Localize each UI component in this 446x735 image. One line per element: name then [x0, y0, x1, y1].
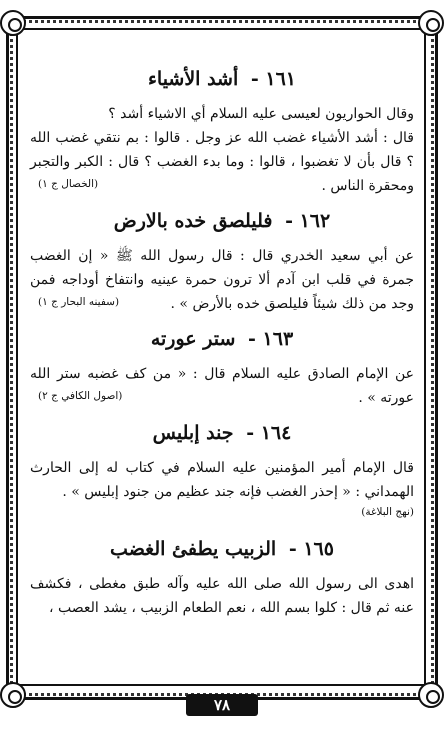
section-body: عن أبي سعيد الخدري قال : قال رسول الله ﷺ « إن الغضب جمرة في قلب ابن آدم ألا ترون حمرة عينيه وانتفاخ أوداجه فمن وجد من ذلك شيئاً فليلصق خده بالأرض » . — [30, 248, 414, 312]
section-162 — [30, 208, 414, 312]
section-number: ١٦٥ - — [288, 538, 334, 560]
section-163 — [30, 326, 414, 406]
corner-ornament-icon — [0, 10, 26, 36]
section-title: ستر عورته — [150, 328, 236, 350]
corner-ornament-icon — [0, 682, 26, 708]
page-content — [30, 66, 414, 620]
section-heading — [30, 326, 414, 352]
section-number: ١٦٣ - — [248, 328, 294, 350]
section-title: فليلصق خده بالارض — [113, 210, 273, 232]
section-body: عن الإمام الصادق عليه السلام قال : « من كف غضبه ستر الله عورته » . — [30, 366, 414, 406]
section-heading — [30, 208, 414, 234]
source-reference: (الخصال ج ١) — [38, 178, 99, 190]
section-intro: وقال الحواريون لعيسى عليه السلام أي الاشياء أشد ؟ — [108, 106, 414, 122]
section-number: ١٦٤ - — [246, 422, 292, 444]
section-164 — [30, 420, 414, 518]
section-title: الزبيب يطفئ الغضب — [110, 538, 277, 560]
section-heading — [30, 536, 414, 562]
source-reference: (نهج البلاغة) — [361, 506, 414, 518]
page-number: ٧٨ — [186, 694, 258, 716]
section-heading — [30, 420, 414, 446]
source-reference: (اصول الكافي ج ٢) — [38, 390, 123, 402]
section-body: قال : أشد الأشياء غضب الله عز وجل . قالوا : بم نتقي غضب الله ؟ قال بأن لا تغضبوا ، قالوا : وما بدء الغضب ؟ قال : الكبر والتجبر ومحقرة الناس . — [30, 130, 414, 194]
section-heading — [30, 66, 414, 92]
section-161 — [30, 66, 414, 194]
corner-ornament-icon — [418, 10, 444, 36]
section-165 — [30, 536, 414, 620]
section-number: ١٦١ - — [250, 68, 297, 90]
section-title: أشد الأشياء — [147, 68, 239, 90]
section-body: اهدى الى رسول الله صلى الله عليه وآله طبق مغطى ، فكشف عنه ثم قال : كلوا بسم الله ، نعم الطعام الزبيب ، يشد العصب ، — [30, 576, 414, 616]
section-body: قال الإمام أمير المؤمنين عليه السلام في كتاب له إلى الحارث الهمداني : « إحذر الغضب فإنه جند عظيم من جنود إبليس » . — [30, 460, 414, 500]
section-number: ١٦٢ - — [285, 210, 331, 232]
source-reference: (سفينه البحار ج ١) — [38, 296, 120, 308]
section-title: جند إبليس — [152, 422, 234, 444]
corner-ornament-icon — [418, 682, 444, 708]
